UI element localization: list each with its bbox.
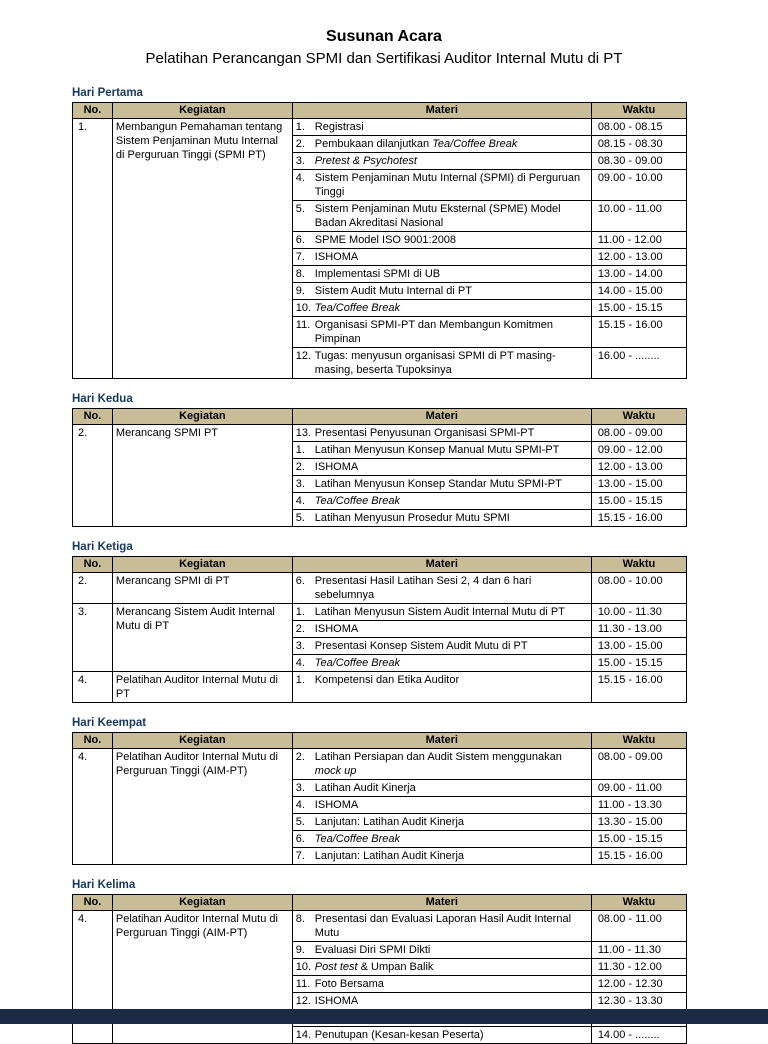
materi-item — [296, 605, 588, 619]
day-heading: Hari Pertama — [72, 87, 143, 99]
materi-text-part: Sistem Audit Mutu Internal di PT — [314, 285, 472, 297]
materi-item — [296, 849, 588, 863]
materi-item-number: 5. — [295, 203, 305, 215]
materi-item-text — [315, 250, 588, 264]
materi-item-time: 11.30 - 13.00 — [591, 621, 686, 638]
materi-item — [296, 977, 588, 991]
materi-cell — [292, 283, 591, 300]
day-heading: Hari Ketiga — [72, 541, 133, 553]
materi-item-time: 13.00 - 15.00 — [591, 638, 686, 655]
materi-item — [296, 673, 588, 687]
materi-item — [296, 574, 588, 602]
materi-item-number: 3. — [295, 155, 305, 167]
materi-item-text — [315, 154, 588, 168]
materi-item-time: 15.15 - 16.00 — [591, 510, 686, 527]
materi-cell — [292, 153, 591, 170]
materi-item-text — [315, 202, 588, 230]
materi-text-part: Penutupan (Kesan-kesan Peserta) — [314, 1029, 484, 1041]
activity-no: 4. — [73, 672, 113, 703]
materi-cell — [292, 942, 591, 959]
materi-text-part: ISHOMA — [314, 623, 359, 635]
materi-item-text — [315, 574, 588, 602]
materi-cell — [292, 848, 591, 865]
sections-container — [72, 86, 687, 1044]
materi-text-part: Sistem Penjaminan Mutu Eksternal (SPME) Model Badan Akreditasi Nasional — [314, 203, 561, 229]
materi-item — [296, 511, 588, 525]
materi-item-number: 2. — [295, 461, 305, 473]
materi-item-text — [315, 849, 588, 863]
materi-item — [296, 426, 588, 440]
materi-text-part: Tugas: menyusun organisasi SPMI di PT masing-masing, beserta Tupoksinya — [314, 350, 556, 376]
document-subtitle: Pelatihan Perancangan SPMI dan Sertifikasi Auditor Internal Mutu di PT — [145, 50, 623, 67]
materi-cell — [292, 672, 591, 703]
materi-item-text — [315, 460, 588, 474]
materi-item-number: 4. — [295, 172, 305, 184]
materi-item-text — [315, 426, 588, 440]
materi-item-text — [315, 832, 588, 846]
materi-text-part: Pretest & Psychotest — [314, 155, 417, 167]
column-header-no: No. — [73, 895, 113, 911]
materi-item-time: 15.00 - 15.15 — [591, 300, 686, 317]
column-header-materi: Materi — [292, 103, 591, 119]
materi-item-time: 13.00 - 15.00 — [591, 476, 686, 493]
table-header-row — [73, 733, 687, 749]
materi-item — [296, 960, 588, 974]
materi-item-text — [315, 656, 588, 670]
materi-cell — [292, 749, 591, 780]
materi-item — [296, 443, 588, 457]
materi-text-part: Latihan Menyusun Konsep Standar Mutu SPMI-PT — [314, 478, 562, 490]
materi-text-part: ISHOMA — [314, 251, 359, 263]
materi-item — [296, 318, 588, 346]
materi-item-number: 6. — [295, 575, 305, 587]
materi-item-number: 7. — [295, 850, 305, 862]
materi-item — [296, 832, 588, 846]
materi-item — [296, 1028, 588, 1042]
materi-item-time: 11.00 - 12.00 — [591, 232, 686, 249]
materi-item-number: 3. — [295, 640, 305, 652]
document-title: Susunan Acara — [326, 28, 442, 45]
materi-cell — [292, 993, 591, 1010]
materi-item-time: 12.00 - 13.00 — [591, 249, 686, 266]
schedule-row — [73, 604, 687, 621]
schedule-row — [73, 672, 687, 703]
materi-text-part: & Umpan Balik — [357, 961, 434, 973]
materi-item — [296, 301, 588, 315]
materi-text-part: ISHOMA — [314, 461, 359, 473]
schedule-row — [73, 911, 687, 942]
materi-item-number: 8. — [295, 913, 305, 925]
materi-item-time: 09.00 - 12.00 — [591, 442, 686, 459]
materi-item-number: 1. — [295, 674, 305, 686]
materi-item-time: 12.00 - 12.30 — [591, 976, 686, 993]
materi-item-number: 10. — [295, 961, 312, 973]
materi-cell — [292, 136, 591, 153]
materi-text-part: Post test — [314, 961, 358, 973]
materi-item-text — [315, 994, 588, 1008]
materi-cell — [292, 621, 591, 638]
materi-item-time: 15.15 - 16.00 — [591, 317, 686, 348]
materi-item-text — [315, 267, 588, 281]
materi-cell — [292, 249, 591, 266]
materi-item-time: 15.15 - 16.00 — [591, 848, 686, 865]
materi-item — [296, 943, 588, 957]
materi-item — [296, 994, 588, 1008]
materi-text-part: Implementasi SPMI di UB — [314, 268, 441, 280]
materi-item-number: 5. — [295, 512, 305, 524]
materi-item-text — [315, 605, 588, 619]
materi-item-time: 08.00 - 09.00 — [591, 425, 686, 442]
column-header-waktu: Waktu — [591, 895, 686, 911]
day-heading: Hari Kedua — [72, 393, 133, 405]
materi-item-number: 2. — [295, 138, 305, 150]
materi-text-part: SPME Model ISO 9001:2008 — [314, 234, 457, 246]
materi-text-part: Lanjutan: Latihan Audit Kinerja — [314, 850, 465, 862]
materi-item — [296, 639, 588, 653]
materi-item-text — [315, 977, 588, 991]
activity-name: Pelatihan Auditor Internal Mutu di Perguruan Tinggi (AIM-PT) — [112, 911, 292, 1044]
materi-item-number: 11. — [295, 319, 311, 331]
materi-item-text — [315, 798, 588, 812]
table-header-row — [73, 103, 687, 119]
activity-name: Merancang Sistem Audit Internal Mutu di PT — [112, 604, 292, 672]
day-section — [72, 716, 687, 865]
materi-item-number: 6. — [295, 234, 305, 246]
materi-cell — [292, 959, 591, 976]
materi-cell — [292, 797, 591, 814]
column-header-kegiatan: Kegiatan — [112, 895, 292, 911]
column-header-no: No. — [73, 409, 113, 425]
materi-text-part: Presentasi Konsep Sistem Audit Mutu di PT — [314, 640, 528, 652]
materi-text-part: ISHOMA — [314, 995, 359, 1007]
day-section — [72, 86, 687, 379]
materi-item-time: 14.00 - ........ — [591, 1027, 686, 1044]
materi-item-time: 08.00 - 10.00 — [591, 573, 686, 604]
materi-cell — [292, 780, 591, 797]
activity-no: 1. — [73, 119, 113, 379]
activity-name: Pelatihan Auditor Internal Mutu di PT — [112, 672, 292, 703]
materi-cell — [292, 119, 591, 136]
activity-name: Pelatihan Auditor Internal Mutu di Perguruan Tinggi (AIM-PT) — [112, 749, 292, 865]
materi-item-number: 9. — [295, 285, 305, 297]
materi-item — [296, 349, 588, 377]
schedule-row — [73, 573, 687, 604]
materi-item-number: 7. — [295, 251, 305, 263]
schedule-row — [73, 119, 687, 136]
materi-text-part: Tea/Coffee Break — [314, 833, 400, 845]
column-header-waktu: Waktu — [591, 409, 686, 425]
materi-text-part: Latihan Persiapan dan Audit Sistem menggunakan — [314, 751, 562, 763]
materi-item-time: 15.15 - 16.00 — [591, 672, 686, 703]
column-header-no: No. — [73, 103, 113, 119]
materi-item — [296, 494, 588, 508]
materi-item-time: 16.00 - ........ — [591, 348, 686, 379]
column-header-materi: Materi — [292, 895, 591, 911]
column-header-waktu: Waktu — [591, 103, 686, 119]
schedule-table — [72, 556, 687, 703]
materi-item — [296, 120, 588, 134]
materi-item — [296, 656, 588, 670]
column-header-kegiatan: Kegiatan — [112, 409, 292, 425]
materi-item — [296, 798, 588, 812]
day-heading: Hari Kelima — [72, 879, 136, 891]
materi-item-time: 11.30 - 12.00 — [591, 959, 686, 976]
materi-item-time: 08.00 - 08.15 — [591, 119, 686, 136]
materi-cell — [292, 1027, 591, 1044]
materi-text-part: Pembukaan dilanjutkan — [314, 138, 433, 150]
materi-item-text — [315, 284, 588, 298]
materi-item — [296, 750, 588, 778]
materi-text-part: mock up — [314, 765, 357, 777]
materi-cell — [292, 604, 591, 621]
materi-item-time: 12.30 - 13.30 — [591, 993, 686, 1010]
activity-no: 3. — [73, 604, 113, 672]
materi-item — [296, 477, 588, 491]
materi-item-time: 14.00 - 15.00 — [591, 283, 686, 300]
schedule-table — [72, 732, 687, 865]
materi-item-text — [315, 943, 588, 957]
materi-item-time: 08.00 - 09.00 — [591, 749, 686, 780]
materi-item — [296, 284, 588, 298]
materi-item-text — [315, 477, 588, 491]
materi-item — [296, 154, 588, 168]
materi-item-text — [315, 511, 588, 525]
schedule-table — [72, 102, 687, 379]
activity-no: 4. — [73, 911, 113, 1044]
materi-cell — [292, 814, 591, 831]
materi-cell — [292, 831, 591, 848]
materi-item — [296, 267, 588, 281]
materi-item — [296, 912, 588, 940]
materi-cell — [292, 459, 591, 476]
activity-name: Membangun Pemahaman tentang Sistem Penjaminan Mutu Internal di Perguruan Tinggi (SPMI PT) — [112, 119, 292, 379]
materi-cell — [292, 573, 591, 604]
materi-item-text — [315, 815, 588, 829]
materi-item-number: 14. — [295, 1029, 312, 1041]
day-section — [72, 540, 687, 703]
materi-text-part: Organisasi SPMI-PT dan Membangun Komitmen Pimpinan — [314, 319, 554, 345]
activity-no: 2. — [73, 573, 113, 604]
materi-item-number: 3. — [295, 782, 305, 794]
materi-item — [296, 460, 588, 474]
column-header-materi: Materi — [292, 557, 591, 573]
materi-cell — [292, 317, 591, 348]
materi-text-part: Tea/Coffee Break — [432, 138, 518, 150]
materi-item-number: 12. — [295, 350, 312, 362]
materi-item-time: 11.00 - 13.30 — [591, 797, 686, 814]
materi-item — [296, 250, 588, 264]
materi-item — [296, 781, 588, 795]
materi-text-part: Latihan Menyusun Konsep Manual Mutu SPMI-PT — [314, 444, 560, 456]
materi-cell — [292, 476, 591, 493]
materi-cell — [292, 976, 591, 993]
materi-item-text — [315, 781, 588, 795]
table-header-row — [73, 409, 687, 425]
materi-item-number: 4. — [295, 657, 305, 669]
materi-item-number: 2. — [295, 623, 305, 635]
materi-cell — [292, 442, 591, 459]
materi-item-text — [315, 349, 588, 377]
column-header-materi: Materi — [292, 409, 591, 425]
materi-item-time: 08.15 - 08.30 — [591, 136, 686, 153]
materi-item-number: 11. — [295, 978, 311, 990]
materi-item-time: 13.00 - 14.00 — [591, 266, 686, 283]
column-header-materi: Materi — [292, 733, 591, 749]
materi-item-text — [315, 120, 588, 134]
materi-text-part: Tea/Coffee Break — [314, 657, 400, 669]
materi-text-part: Presentasi Penyusunan Organisasi SPMI-PT — [314, 427, 535, 439]
materi-cell — [292, 493, 591, 510]
materi-cell — [292, 300, 591, 317]
materi-cell — [292, 425, 591, 442]
materi-cell — [292, 638, 591, 655]
materi-item — [296, 622, 588, 636]
materi-item-time: 10.00 - 11.30 — [591, 604, 686, 621]
materi-item-text — [315, 233, 588, 247]
materi-item-time: 09.00 - 10.00 — [591, 170, 686, 201]
materi-text-part: Latihan Audit Kinerja — [314, 782, 416, 794]
materi-text-part: ISHOMA — [314, 799, 359, 811]
materi-item-text — [315, 494, 588, 508]
materi-item-number: 4. — [295, 799, 305, 811]
day-section — [72, 392, 687, 527]
column-header-no: No. — [73, 733, 113, 749]
column-header-no: No. — [73, 557, 113, 573]
materi-item-number: 4. — [295, 495, 305, 507]
materi-text-part: Presentasi Hasil Latihan Sesi 2, 4 dan 6 hari sebelumnya — [314, 575, 532, 601]
materi-item-time: 09.00 - 11.00 — [591, 780, 686, 797]
materi-cell — [292, 201, 591, 232]
materi-item-number: 12. — [295, 995, 312, 1007]
materi-item-text — [315, 639, 588, 653]
schedule-table — [72, 408, 687, 527]
materi-text-part: Lanjutan: Latihan Audit Kinerja — [314, 816, 465, 828]
materi-item-number: 1. — [295, 606, 305, 618]
materi-item-time: 10.00 - 11.00 — [591, 201, 686, 232]
materi-item-number: 8. — [295, 268, 305, 280]
materi-item-text — [315, 301, 588, 315]
materi-item-number: 5. — [295, 816, 305, 828]
materi-text-part: Tea/Coffee Break — [314, 495, 400, 507]
materi-item-text — [315, 318, 588, 346]
schedule-row — [73, 749, 687, 780]
materi-item-time: 08.00 - 11.00 — [591, 911, 686, 942]
materi-item-time: 11.00 - 11.30 — [591, 942, 686, 959]
materi-text-part: Presentasi dan Evaluasi Laporan Hasil Audit Internal Mutu — [314, 913, 572, 939]
materi-cell — [292, 266, 591, 283]
materi-text-part: Evaluasi Diri SPMI Dikti — [314, 944, 431, 956]
materi-item-number: 1. — [295, 444, 305, 456]
activity-name: Merancang SPMI PT — [112, 425, 292, 527]
materi-cell — [292, 348, 591, 379]
materi-item-text — [315, 912, 588, 940]
materi-item-time: 12.00 - 13.00 — [591, 459, 686, 476]
materi-item-text — [315, 622, 588, 636]
materi-item-time: 13.30 - 15.00 — [591, 814, 686, 831]
materi-item — [296, 137, 588, 151]
materi-cell — [292, 911, 591, 942]
materi-item-time: 15.00 - 15.15 — [591, 831, 686, 848]
materi-item-text — [315, 750, 588, 778]
materi-item-number: 9. — [295, 944, 305, 956]
materi-cell — [292, 170, 591, 201]
materi-item — [296, 202, 588, 230]
materi-item-number: 3. — [295, 478, 305, 490]
table-header-row — [73, 557, 687, 573]
materi-text-part: Tea/Coffee Break — [314, 302, 400, 314]
column-header-kegiatan: Kegiatan — [112, 733, 292, 749]
materi-item-text — [315, 960, 588, 974]
column-header-kegiatan: Kegiatan — [112, 557, 292, 573]
materi-item-time: 15.00 - 15.15 — [591, 493, 686, 510]
materi-item — [296, 233, 588, 247]
materi-text-part: Kompetensi dan Etika Auditor — [314, 674, 460, 686]
materi-item-time: 08.30 - 09.00 — [591, 153, 686, 170]
materi-item-number: 1. — [295, 121, 305, 133]
materi-cell — [292, 655, 591, 672]
materi-item-number: 2. — [295, 751, 305, 763]
materi-text-part: Latihan Menyusun Sistem Audit Internal Mutu di PT — [314, 606, 565, 618]
materi-item-text — [315, 673, 588, 687]
materi-text-part: Registrasi — [314, 121, 364, 133]
page-bottom-bar — [0, 1009, 768, 1024]
materi-cell — [292, 510, 591, 527]
materi-text-part: Latihan Menyusun Prosedur Mutu SPMI — [314, 512, 510, 524]
materi-item-text — [315, 1028, 588, 1042]
materi-item-text — [315, 443, 588, 457]
materi-item-number: 13. — [295, 427, 312, 439]
activity-no: 2. — [73, 425, 113, 527]
materi-item-time: 15.00 - 15.15 — [591, 655, 686, 672]
materi-item-text — [315, 171, 588, 199]
materi-item-number: 10. — [295, 302, 312, 314]
materi-item — [296, 171, 588, 199]
materi-item-text — [315, 137, 588, 151]
materi-item — [296, 815, 588, 829]
day-heading: Hari Keempat — [72, 717, 147, 729]
materi-text-part: Sistem Penjaminan Mutu Internal (SPMI) di Perguruan Tinggi — [314, 172, 581, 198]
column-header-waktu: Waktu — [591, 733, 686, 749]
materi-item-number: 6. — [295, 833, 305, 845]
activity-no: 4. — [73, 749, 113, 865]
activity-name: Merancang SPMI di PT — [112, 573, 292, 604]
schedule-row — [73, 425, 687, 442]
materi-text-part: Foto Bersama — [314, 978, 384, 990]
materi-cell — [292, 232, 591, 249]
table-header-row — [73, 895, 687, 911]
column-header-waktu: Waktu — [591, 557, 686, 573]
column-header-kegiatan: Kegiatan — [112, 103, 292, 119]
